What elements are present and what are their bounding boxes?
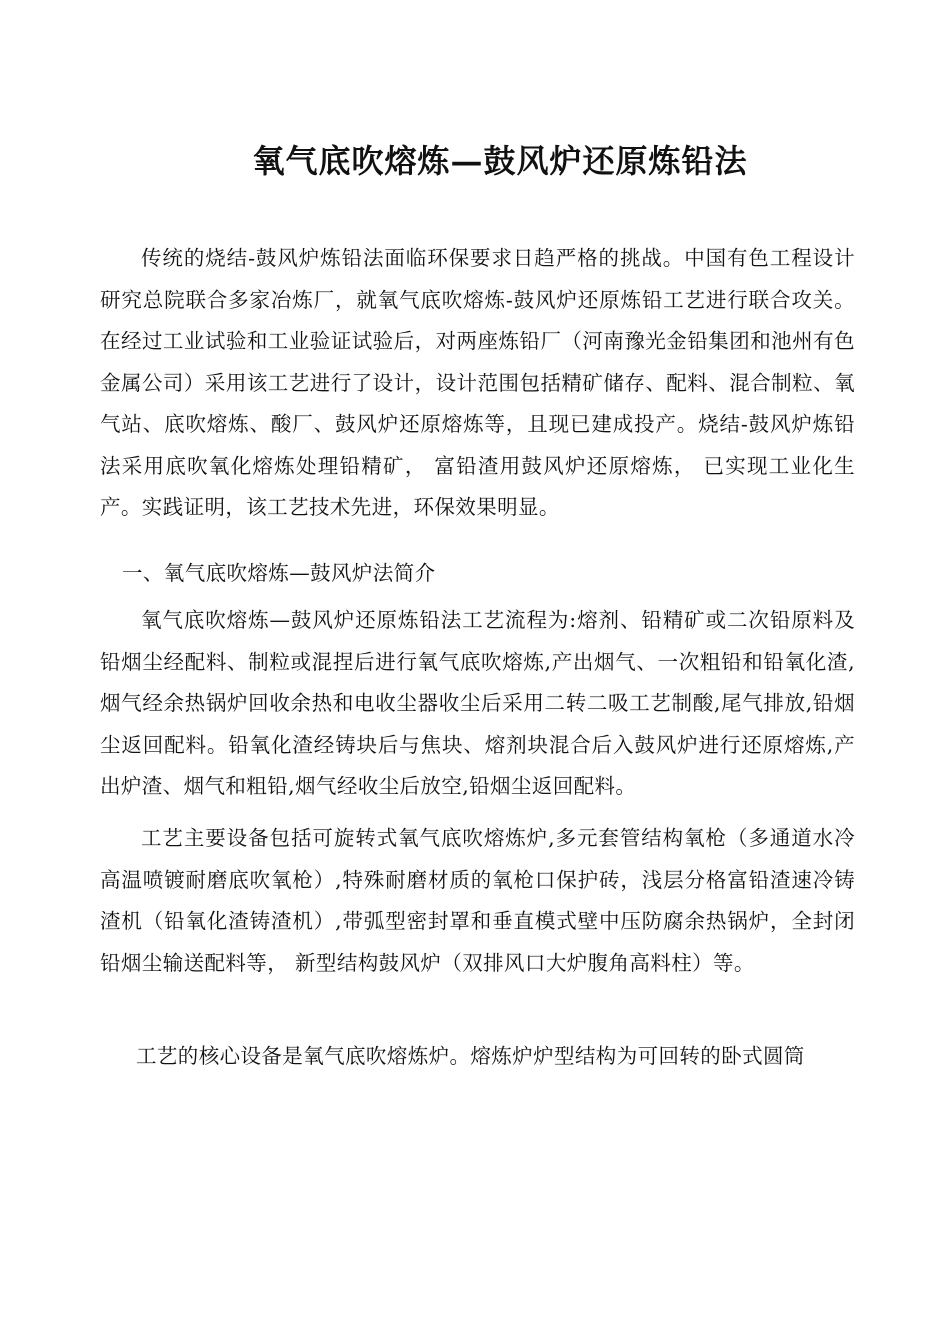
main-equipment-paragraph: 工艺主要设备包括可旋转式氧气底吹熔炼炉,多元套管结构氧枪（多通道水冷高温喷镀耐磨底吹氧枪）,特殊耐磨材质的氧枪口保护砖，浅层分格富铅渣速冷铸渣机（铅氧化渣铸渣机）,带弧型密封罩和垂直模式壁中压防腐余热锅炉，全封闭铅烟尘输送配料等， 新型结构鼓风炉（双排风口大炉腹角高料柱）等。 — [100, 826, 855, 975]
core-equipment-paragraph: 工艺的核心设备是氧气底吹熔炼炉。熔炼炉炉型结构为可回转的卧式圆筒 — [136, 1044, 805, 1068]
section-heading-1: 一、氧气底吹熔炼—鼓风炉法简介 — [122, 561, 436, 585]
intro-paragraph: 传统的烧结-鼓风炉炼铅法面临环保要求日趋严格的挑战。中国有色工程设计研究总院联合多家冶炼厂，就氧气底吹熔炼-鼓风炉还原炼铅工艺进行联合攻关。在经过工业试验和工业验证试验后，对两座炼铅厂（河南豫光金铅集团和池州有色金属公司）采用该工艺进行了设计，设计范围包括精矿储存、配料、混合制粒、氧气站、底吹熔炼、酸厂、鼓风炉还原熔炼等，且现已建成投产。烧结-鼓风炉炼铅法采用底吹氧化熔炼处理铅精矿， 富铅渣用鼓风炉还原熔炼， 已实现工业化生产。实践证明，该工艺技术先进，环保效果明显。 — [100, 246, 855, 519]
process-flow-paragraph: 氧气底吹熔炼—鼓风炉还原炼铅法工艺流程为:熔剂、铅精矿或二次铅原料及铅烟尘经配料、制粒或混捏后进行氧气底吹熔炼,产出烟气、一次粗铅和铅氧化渣,烟气经余热锅炉回收余热和电收尘器收尘后采用二转二吸工艺制酸,尾气排放,铅烟尘返回配料。铅氧化渣经铸块后与焦块、熔剂块混合后入鼓风炉进行还原熔炼,产出炉渣、烟气和粗铅,烟气经收尘后放空,铅烟尘返回配料。 — [100, 608, 855, 798]
document-title: 氧气底吹熔炼—鼓风炉还原炼铅法 — [252, 142, 748, 180]
